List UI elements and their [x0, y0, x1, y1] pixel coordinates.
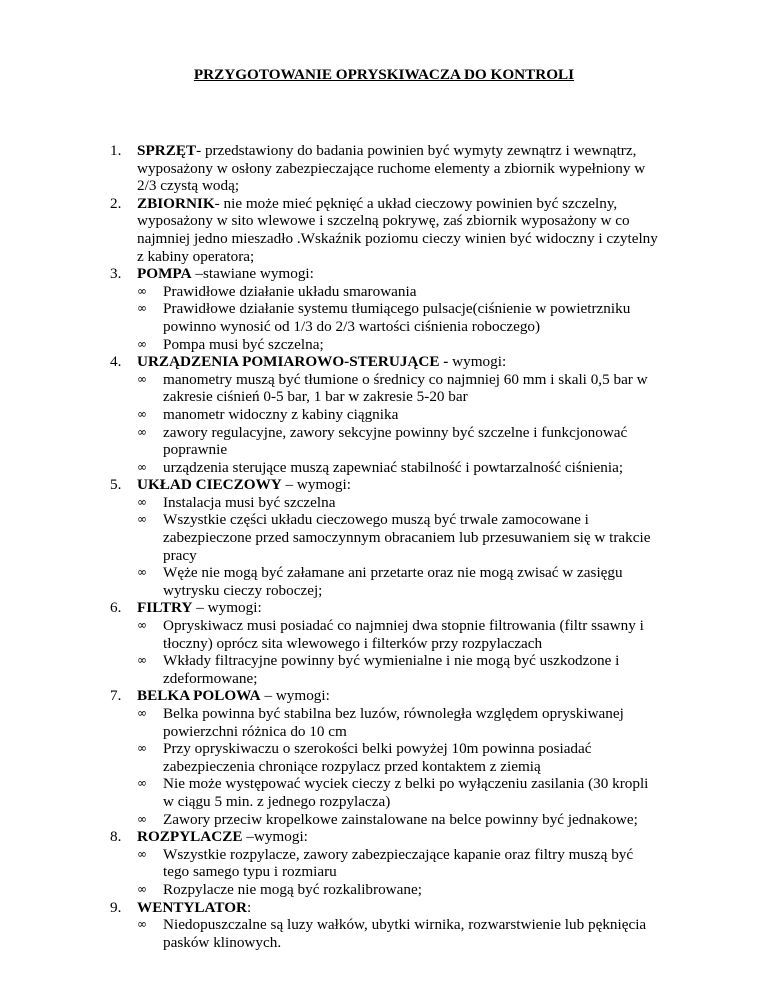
section-text — [137, 599, 660, 617]
section-item — [0, 265, 768, 353]
infinity-bullet-icon: ∞ — [137, 846, 147, 861]
section-description: - przedstawiony do badania powinien być wymyty zewnątrz i wewnątrz, wyposażony w osłony zabezpieczające ruchome elementy a zbiornik wypełniony w 2/3 czystą wodą; — [137, 142, 646, 195]
infinity-bullet-icon: ∞ — [137, 741, 147, 756]
infinity-bullet-icon: ∞ — [137, 301, 147, 316]
section-text — [137, 195, 660, 265]
bullet-text: Niedopuszczalne są luzy wałków, ubytki wirnika, rozwarstwienie lub pęknięcia pasków klinowych. — [163, 916, 647, 951]
bullet-text: Węże nie mogą być załamane ani przetarte oraz nie mogą zwisać w zasięgu wytrysku cieczy roboczej; — [163, 564, 623, 599]
bullet-item — [137, 283, 660, 301]
requirement-bullets — [137, 846, 660, 899]
infinity-bullet-icon: ∞ — [137, 811, 147, 826]
requirement-bullets — [137, 705, 660, 828]
bullet-text: Opryskiwacz musi posiadać co najmniej dwa stopnie filtrowania (filtr ssawny i tłoczny) oprócz sita wlewowego i filterków przy rozpylaczach — [163, 617, 644, 652]
bullet-item — [137, 705, 660, 740]
section-item — [0, 599, 768, 687]
bullet-text: Prawidłowe działanie układu smarowania — [163, 282, 417, 300]
section-item — [0, 828, 768, 898]
bullet-text: manometr widoczny z kabiny ciągnika — [163, 405, 399, 423]
bullet-item — [137, 740, 660, 775]
section-number: 4. — [110, 353, 122, 371]
bullet-item — [137, 371, 660, 406]
infinity-bullet-icon: ∞ — [137, 406, 147, 421]
bullet-item — [137, 406, 660, 424]
section-description: –wymogi: — [242, 828, 308, 846]
section-item — [0, 476, 768, 599]
bullet-text: urządzenia sterujące muszą zapewniać stabilność i powtarzalność ciśnienia; — [163, 458, 624, 476]
bullet-text: Wkłady filtracyjne powinny być wymienialne i nie mogą być uszkodzone i zdeformowane; — [163, 652, 620, 687]
section-text — [137, 687, 660, 705]
section-heading: ZBIORNIK — [137, 194, 215, 212]
bullet-item — [137, 881, 660, 899]
bullet-item — [137, 916, 660, 951]
infinity-bullet-icon: ∞ — [137, 336, 147, 351]
requirement-bullets — [137, 371, 660, 477]
section-heading: URZĄDZENIA POMIAROWO-STERUJĄCE - — [137, 353, 449, 371]
bullet-item — [137, 564, 660, 599]
section-description: –stawiane wymogi: — [191, 265, 314, 283]
section-text — [137, 476, 660, 494]
bullet-item — [137, 424, 660, 459]
infinity-bullet-icon: ∞ — [137, 459, 147, 474]
infinity-bullet-icon: ∞ — [137, 424, 147, 439]
section-text — [137, 353, 660, 371]
bullet-text: Zawory przeciw kropelkowe zainstalowane na belce powinny być jednakowe; — [163, 810, 638, 828]
section-description: – wymogi: — [260, 687, 330, 705]
bullet-text: Nie może występować wyciek cieczy z belki po wyłączeniu zasilania (30 kropli w ciągu 5 min. z jednego rozpylacza) — [163, 775, 649, 810]
section-heading: SPRZĘT — [137, 142, 197, 159]
section-number: 2. — [110, 194, 122, 212]
bullet-item — [137, 336, 660, 354]
section-text — [137, 828, 660, 846]
section-heading: WENTYLATOR — [137, 898, 247, 916]
infinity-bullet-icon: ∞ — [137, 618, 147, 633]
bullet-text: Wszystkie części układu cieczowego muszą być trwale zamocowane i zabezpieczone przed samoczynnym obracaniem lub przesuwaniem się w trakcie pracy — [163, 511, 651, 564]
requirement-bullets — [137, 283, 660, 353]
bullet-text: Przy opryskiwaczu o szerokości belki powyżej 10m powinna posiadać zabezpieczenia chroniące rozpylacz przed kontaktem z ziemią — [163, 740, 592, 775]
section-description: – wymogi: — [192, 599, 262, 617]
bullet-text: Instalacja musi być szczelna — [163, 493, 336, 511]
requirements-list — [0, 142, 768, 951]
bullet-item — [137, 494, 660, 512]
section-text — [137, 142, 660, 195]
section-number: 1. — [110, 142, 122, 159]
bullet-item — [137, 811, 660, 829]
infinity-bullet-icon: ∞ — [137, 283, 147, 298]
section-number: 8. — [110, 828, 122, 846]
infinity-bullet-icon: ∞ — [137, 494, 147, 509]
bullet-item — [137, 617, 660, 652]
section-number: 9. — [110, 898, 122, 916]
infinity-bullet-icon: ∞ — [137, 371, 147, 386]
section-description: - nie może mieć pęknięć a układ cieczowy powinien być szczelny, wyposażony w sito wlewowe i szczelną pokrywę, zaś zbiornik wyposażony w co najmniej jedno mieszadło .Wskaźnik poziomu cieczy winien być widoczny i czytelny z kabiny operatora; — [137, 194, 658, 265]
bullet-item — [137, 846, 660, 881]
infinity-bullet-icon: ∞ — [137, 706, 147, 720]
section-heading: POMPA — [137, 265, 192, 283]
section-item — [0, 687, 768, 828]
infinity-bullet-icon: ∞ — [137, 653, 147, 668]
bullet-text: Wszystkie rozpylacze, zawory zabezpieczające kapanie oraz filtry muszą być tego samego typu i rozmiaru — [163, 845, 634, 881]
section-number: 6. — [110, 599, 122, 617]
section-text — [137, 899, 660, 917]
section-item — [0, 142, 768, 195]
bullet-text: zawory regulacyjne, zawory sekcyjne powinny być szczelne i funkcjonować poprawnie — [163, 423, 628, 459]
section-number: 5. — [110, 476, 122, 494]
document-title: PRZYGOTOWANIE OPRYSKIWACZA DO KONTROLI — [193, 66, 575, 83]
section-heading: FILTRY — [137, 599, 193, 617]
bullet-text: Pompa musi być szczelna; — [163, 335, 324, 353]
section-description: wymogi: — [448, 353, 507, 371]
bullet-item — [137, 459, 660, 477]
bullet-text: Prawidłowe działanie systemu tłumiącego pulsacje(ciśnienie w powietrzniku powinno wynosić od 1/3 do 2/3 wartości ciśnienia roboczego) — [163, 300, 631, 335]
infinity-bullet-icon: ∞ — [137, 512, 147, 527]
section-number: 3. — [110, 265, 122, 283]
infinity-bullet-icon: ∞ — [137, 565, 147, 580]
bullet-item — [137, 775, 660, 810]
infinity-bullet-icon: ∞ — [137, 776, 147, 791]
section-heading: UKŁAD CIECZOWY — [137, 476, 282, 494]
bullet-text: manometry muszą być tłumione o średnicy co najmniej 60 mm i skali 0,5 bar w zakresie ciśnień 0-5 bar, 1 bar w zakresie 5-20 bar — [163, 370, 648, 406]
bullet-item — [137, 511, 660, 564]
bullet-item — [137, 652, 660, 687]
bullet-text: Belka powinna być stabilna bez luzów, równoległa względem opryskiwanej powierzchni różnica do 10 cm — [163, 705, 624, 740]
section-heading: ROZPYLACZE — [137, 828, 243, 846]
section-number: 7. — [110, 687, 122, 705]
requirement-bullets — [137, 916, 660, 951]
bullet-text: Rozpylacze nie mogą być rozkalibrowane; — [163, 880, 422, 898]
requirement-bullets — [137, 617, 660, 687]
section-item — [0, 195, 768, 265]
section-item — [0, 899, 768, 952]
requirement-bullets — [137, 494, 660, 600]
section-text — [137, 265, 660, 283]
infinity-bullet-icon: ∞ — [137, 917, 147, 932]
bullet-item — [137, 300, 660, 335]
infinity-bullet-icon: ∞ — [137, 881, 147, 896]
section-item — [0, 353, 768, 476]
section-description: : — [247, 898, 252, 916]
section-description: – wymogi: — [281, 476, 351, 494]
section-heading: BELKA POLOWA — [137, 687, 261, 705]
